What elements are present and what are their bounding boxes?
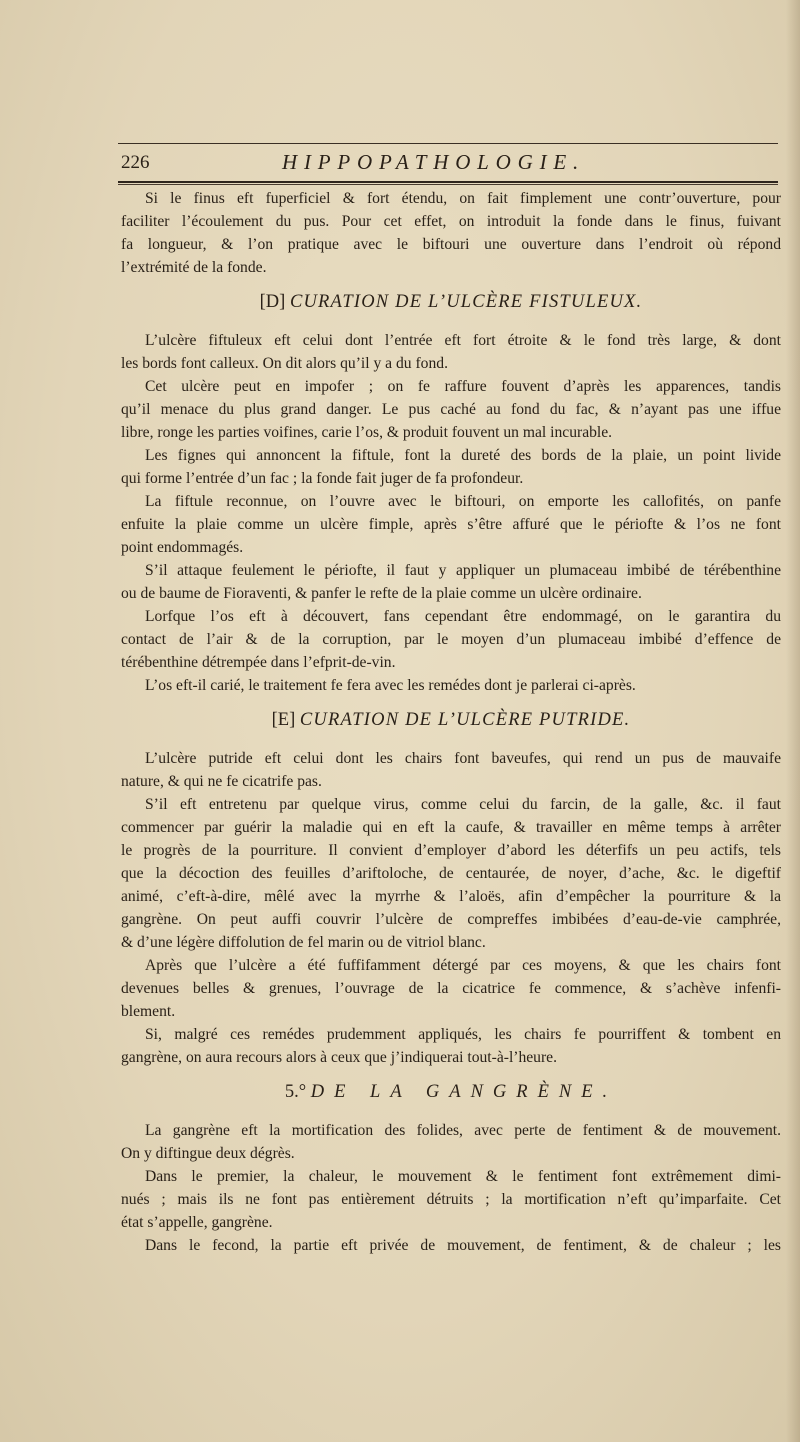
- text-line: le progrès de la pourriture. Il convient d’employer d’abord les déterfifs un peu actifs, tels: [121, 842, 781, 859]
- text-line: faciliter l’écoulement du pus. Pour cet effet, on introduit la fonde dans le finus, fuivant: [121, 213, 781, 230]
- text-line: La fiftule reconnue, on l’ouvre avec le biftouri, on emporte les callofités, on panfe: [145, 493, 781, 510]
- text-line: animé, c’eft-à-dire, mêlé avec la myrrhe & l’aloës, afin d’empêcher la pourriture & la: [121, 888, 781, 905]
- text-line: Si le finus eft fuperficiel & fort étendu, on fait fimplement une contr’ouverture, pour: [145, 190, 781, 207]
- text-line: blement.: [121, 1003, 176, 1020]
- text-line: Dans le fecond, la partie eft privée de mouvement, de fentiment, & de chaleur ; les: [145, 1237, 781, 1254]
- text-line: commencer par guérir la maladie qui en eft la caufe, & travailler en même temps à arrêter: [121, 819, 781, 836]
- text-line: qui forme l’entrée d’un fac ; la fonde fait juger de fa profondeur.: [121, 470, 524, 487]
- text-line: point endommagés.: [121, 539, 244, 556]
- text-line: qu’il menace du plus grand danger. Le pus caché au fond du fac, & n’ayant pas une iffue: [121, 401, 781, 418]
- section-heading-gangrene: [121, 1080, 781, 1104]
- text-line: que la décoction des feuilles d’ariftoloche, de centaurée, de noyer, d’ache, &c. le digeftif: [121, 865, 781, 882]
- section-label: [D]: [259, 292, 286, 312]
- text-line: libre, ronge les parties voifines, carie l’os, & produit fouvent un mal incurable.: [121, 424, 613, 441]
- section-heading-d: [121, 290, 781, 314]
- text-line: contact de l’air & de la corruption, par le moyen d’un plumaceau imbibé d’effence de: [121, 631, 781, 648]
- text-line: L’ulcère fiftuleux eft celui dont l’entrée eft fort étroite & le fond très large, & dont: [145, 332, 781, 349]
- text-line: Si, malgré ces remédes prudemment appliqués, les chairs fe pourriffent & tombent en: [145, 1026, 781, 1043]
- text-line: Les fignes qui annoncent la fiftule, font la dureté des bords de la plaie, un point livide: [145, 447, 781, 464]
- section-title: CURATION DE L’ULCÈRE FISTULEUX.: [289, 292, 643, 312]
- text-line: les bords font calleux. On dit alors qu’il y a du fond.: [121, 355, 448, 372]
- text-line: devenues belles & grenues, l’ouvrage de la cicatrice fe commence, & s’achève infenfi-: [121, 980, 781, 997]
- header-rule-bottom-thin: [118, 184, 778, 185]
- text-line: La gangrène eft la mortification des folides, avec perte de fentiment & de mouvement.: [145, 1122, 781, 1139]
- page-edge-shadow: [786, 0, 800, 1442]
- text-line: gangrène. On peut auffi couvrir l’ulcère de compreffes imbibées d’eau-de-vie camphrée,: [121, 911, 781, 928]
- text-line: On y diftingue deux dégrès.: [121, 1145, 295, 1162]
- text-line: l’extrémité de la fonde.: [121, 259, 267, 276]
- text-line: fa longueur, & l’on pratique avec le biftouri une ouverture dans l’endroit où répond: [121, 236, 781, 253]
- section-heading-e: [121, 708, 781, 732]
- text-line: Cet ulcère peut en impofer ; on fe raffure fouvent d’après les apparences, tandis: [145, 378, 781, 395]
- text-line: Dans le premier, la chaleur, le mouvement & le fentiment font extrêmement dimi-: [145, 1168, 781, 1185]
- text-line: & d’une légère diffolution de fel marin ou de vitriol blanc.: [121, 934, 486, 951]
- text-line: nature, & qui ne fe cicatrife pas.: [121, 773, 322, 790]
- text-line: L’ulcère putride eft celui dont les chairs font baveufes, qui rend un pus de mauvaife: [145, 750, 781, 767]
- text-line: Après que l’ulcère a été fuffifamment détergé par ces moyens, & que les chairs font: [145, 957, 781, 974]
- text-line: S’il eft entretenu par quelque virus, comme celui du farcin, de la galle, &c. il faut: [145, 796, 781, 813]
- section-label: 5.°: [284, 1082, 307, 1102]
- section-title: CURATION DE L’ULCÈRE PUTRIDE.: [299, 710, 631, 730]
- text-line: ou de baume de Fioraventi, & panfer le refte de la plaie comme un ulcère ordinaire.: [121, 585, 642, 602]
- section-title: DE LA GANGRÈNE.: [310, 1082, 618, 1102]
- text-line: Lorfque l’os eft à découvert, fans cependant être endommagé, on le garantira du: [145, 608, 781, 625]
- text-line: L’os eft-il carié, le traitement fe fera avec les remédes dont je parlerai ci-après.: [145, 677, 636, 694]
- text-line: état s’appelle, gangrène.: [121, 1214, 273, 1231]
- text-line: S’il attaque feulement le périofte, il faut y appliquer un plumaceau imbibé de térébenthine: [145, 562, 781, 579]
- text-line: térébenthine détrempée dans l’efprit-de-vin.: [121, 654, 396, 671]
- page-number: 226: [121, 152, 150, 173]
- section-label: [E]: [271, 710, 296, 730]
- text-line: nués ; mais ils ne font pas entièrement détruits ; la mortification n’eft qu’imparfaite. Cet: [121, 1191, 781, 1208]
- text-line: enfuite la plaie comme un ulcère fimple, après s’être affuré que le périofte & l’os ne font: [121, 516, 781, 533]
- header-rule-top: [118, 143, 778, 144]
- running-title: HIPPOPATHOLOGIE.: [282, 150, 586, 174]
- header-rule-bottom: [118, 181, 778, 183]
- text-line: gangrène, on aura recours alors à ceux que j’indiquerai tout-à-l’heure.: [121, 1049, 557, 1066]
